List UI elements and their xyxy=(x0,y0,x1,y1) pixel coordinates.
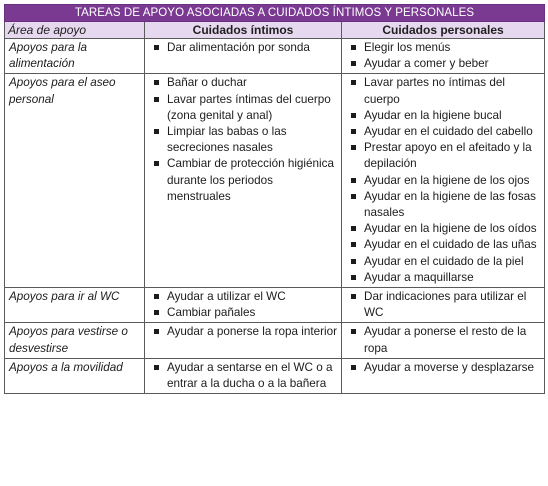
personal-care-cell xyxy=(342,74,545,288)
intimate-care-cell xyxy=(145,288,342,323)
header-intimos: Cuidados íntimos xyxy=(145,22,342,39)
table-title: TAREAS DE APOYO ASOCIADAS A CUIDADOS ÍNTIMOS Y PERSONALES xyxy=(5,5,545,22)
intimate-care-list xyxy=(145,359,341,393)
list-item: Dar indicaciones para utilizar el WC xyxy=(342,289,540,321)
intimate-care-list xyxy=(145,74,341,206)
intimate-care-cell xyxy=(145,39,342,74)
list-item: Ayudar en el cuidado del cabello xyxy=(342,124,540,140)
list-item: Ayudar en la higiene bucal xyxy=(342,108,540,124)
support-area-cell: Apoyos a la movilidad xyxy=(5,358,145,393)
list-item: Ayudar a sentarse en el WC o a entrar a la ducha o a la bañera xyxy=(145,360,337,392)
support-area-cell: Apoyos para ir al WC xyxy=(5,288,145,323)
table-row xyxy=(5,323,545,358)
list-item: Lavar partes íntimas del cuerpo (zona genital y anal) xyxy=(145,92,337,124)
personal-care-list xyxy=(342,288,544,322)
support-area-cell: Apoyos para la alimentación xyxy=(5,39,145,74)
list-item: Ayudar a ponerse el resto de la ropa xyxy=(342,324,540,356)
personal-care-list xyxy=(342,359,544,377)
list-item: Ayudar a ponerse la ropa interior xyxy=(145,324,337,340)
support-area-cell: Apoyos para vestirse o desvestirse xyxy=(5,323,145,358)
table-header-row xyxy=(5,22,545,39)
table-row xyxy=(5,288,545,323)
table-title-row xyxy=(5,5,545,22)
list-item: Elegir los menús xyxy=(342,40,540,56)
support-area-cell: Apoyos para el aseo personal xyxy=(5,74,145,288)
intimate-care-cell xyxy=(145,358,342,393)
list-item: Ayudar a maquillarse xyxy=(342,270,540,286)
list-item: Ayudar en la higiene de los ojos xyxy=(342,173,540,189)
list-item: Bañar o duchar xyxy=(145,75,337,91)
list-item: Ayudar a utilizar el WC xyxy=(145,289,337,305)
list-item: Cambiar pañales xyxy=(145,305,337,321)
personal-care-cell xyxy=(342,288,545,323)
list-item: Prestar apoyo en el afeitado y la depilación xyxy=(342,140,540,172)
support-tasks-table xyxy=(4,4,545,394)
list-item: Cambiar de protección higiénica durante los periodos menstruales xyxy=(145,156,337,205)
support-tasks-table-container xyxy=(4,4,544,394)
table-row xyxy=(5,39,545,74)
list-item: Lavar partes no íntimas del cuerpo xyxy=(342,75,540,107)
table-row xyxy=(5,74,545,288)
table-row xyxy=(5,358,545,393)
header-personales: Cuidados personales xyxy=(342,22,545,39)
intimate-care-list xyxy=(145,288,341,322)
personal-care-cell xyxy=(342,39,545,74)
personal-care-list xyxy=(342,39,544,73)
intimate-care-list xyxy=(145,323,341,341)
personal-care-list xyxy=(342,323,544,357)
list-item: Ayudar en la higiene de los oídos xyxy=(342,221,540,237)
table-body xyxy=(5,39,545,394)
intimate-care-list xyxy=(145,39,341,57)
personal-care-cell xyxy=(342,358,545,393)
list-item: Ayudar en la higiene de las fosas nasales xyxy=(342,189,540,221)
list-item: Dar alimentación por sonda xyxy=(145,40,337,56)
list-item: Ayudar en el cuidado de las uñas xyxy=(342,237,540,253)
list-item: Limpiar las babas o las secreciones nasales xyxy=(145,124,337,156)
list-item: Ayudar en el cuidado de la piel xyxy=(342,254,540,270)
list-item: Ayudar a comer y beber xyxy=(342,56,540,72)
list-item: Ayudar a moverse y desplazarse xyxy=(342,360,540,376)
header-area: Área de apoyo xyxy=(5,22,145,39)
personal-care-list xyxy=(342,74,544,287)
intimate-care-cell xyxy=(145,74,342,288)
intimate-care-cell xyxy=(145,323,342,358)
personal-care-cell xyxy=(342,323,545,358)
